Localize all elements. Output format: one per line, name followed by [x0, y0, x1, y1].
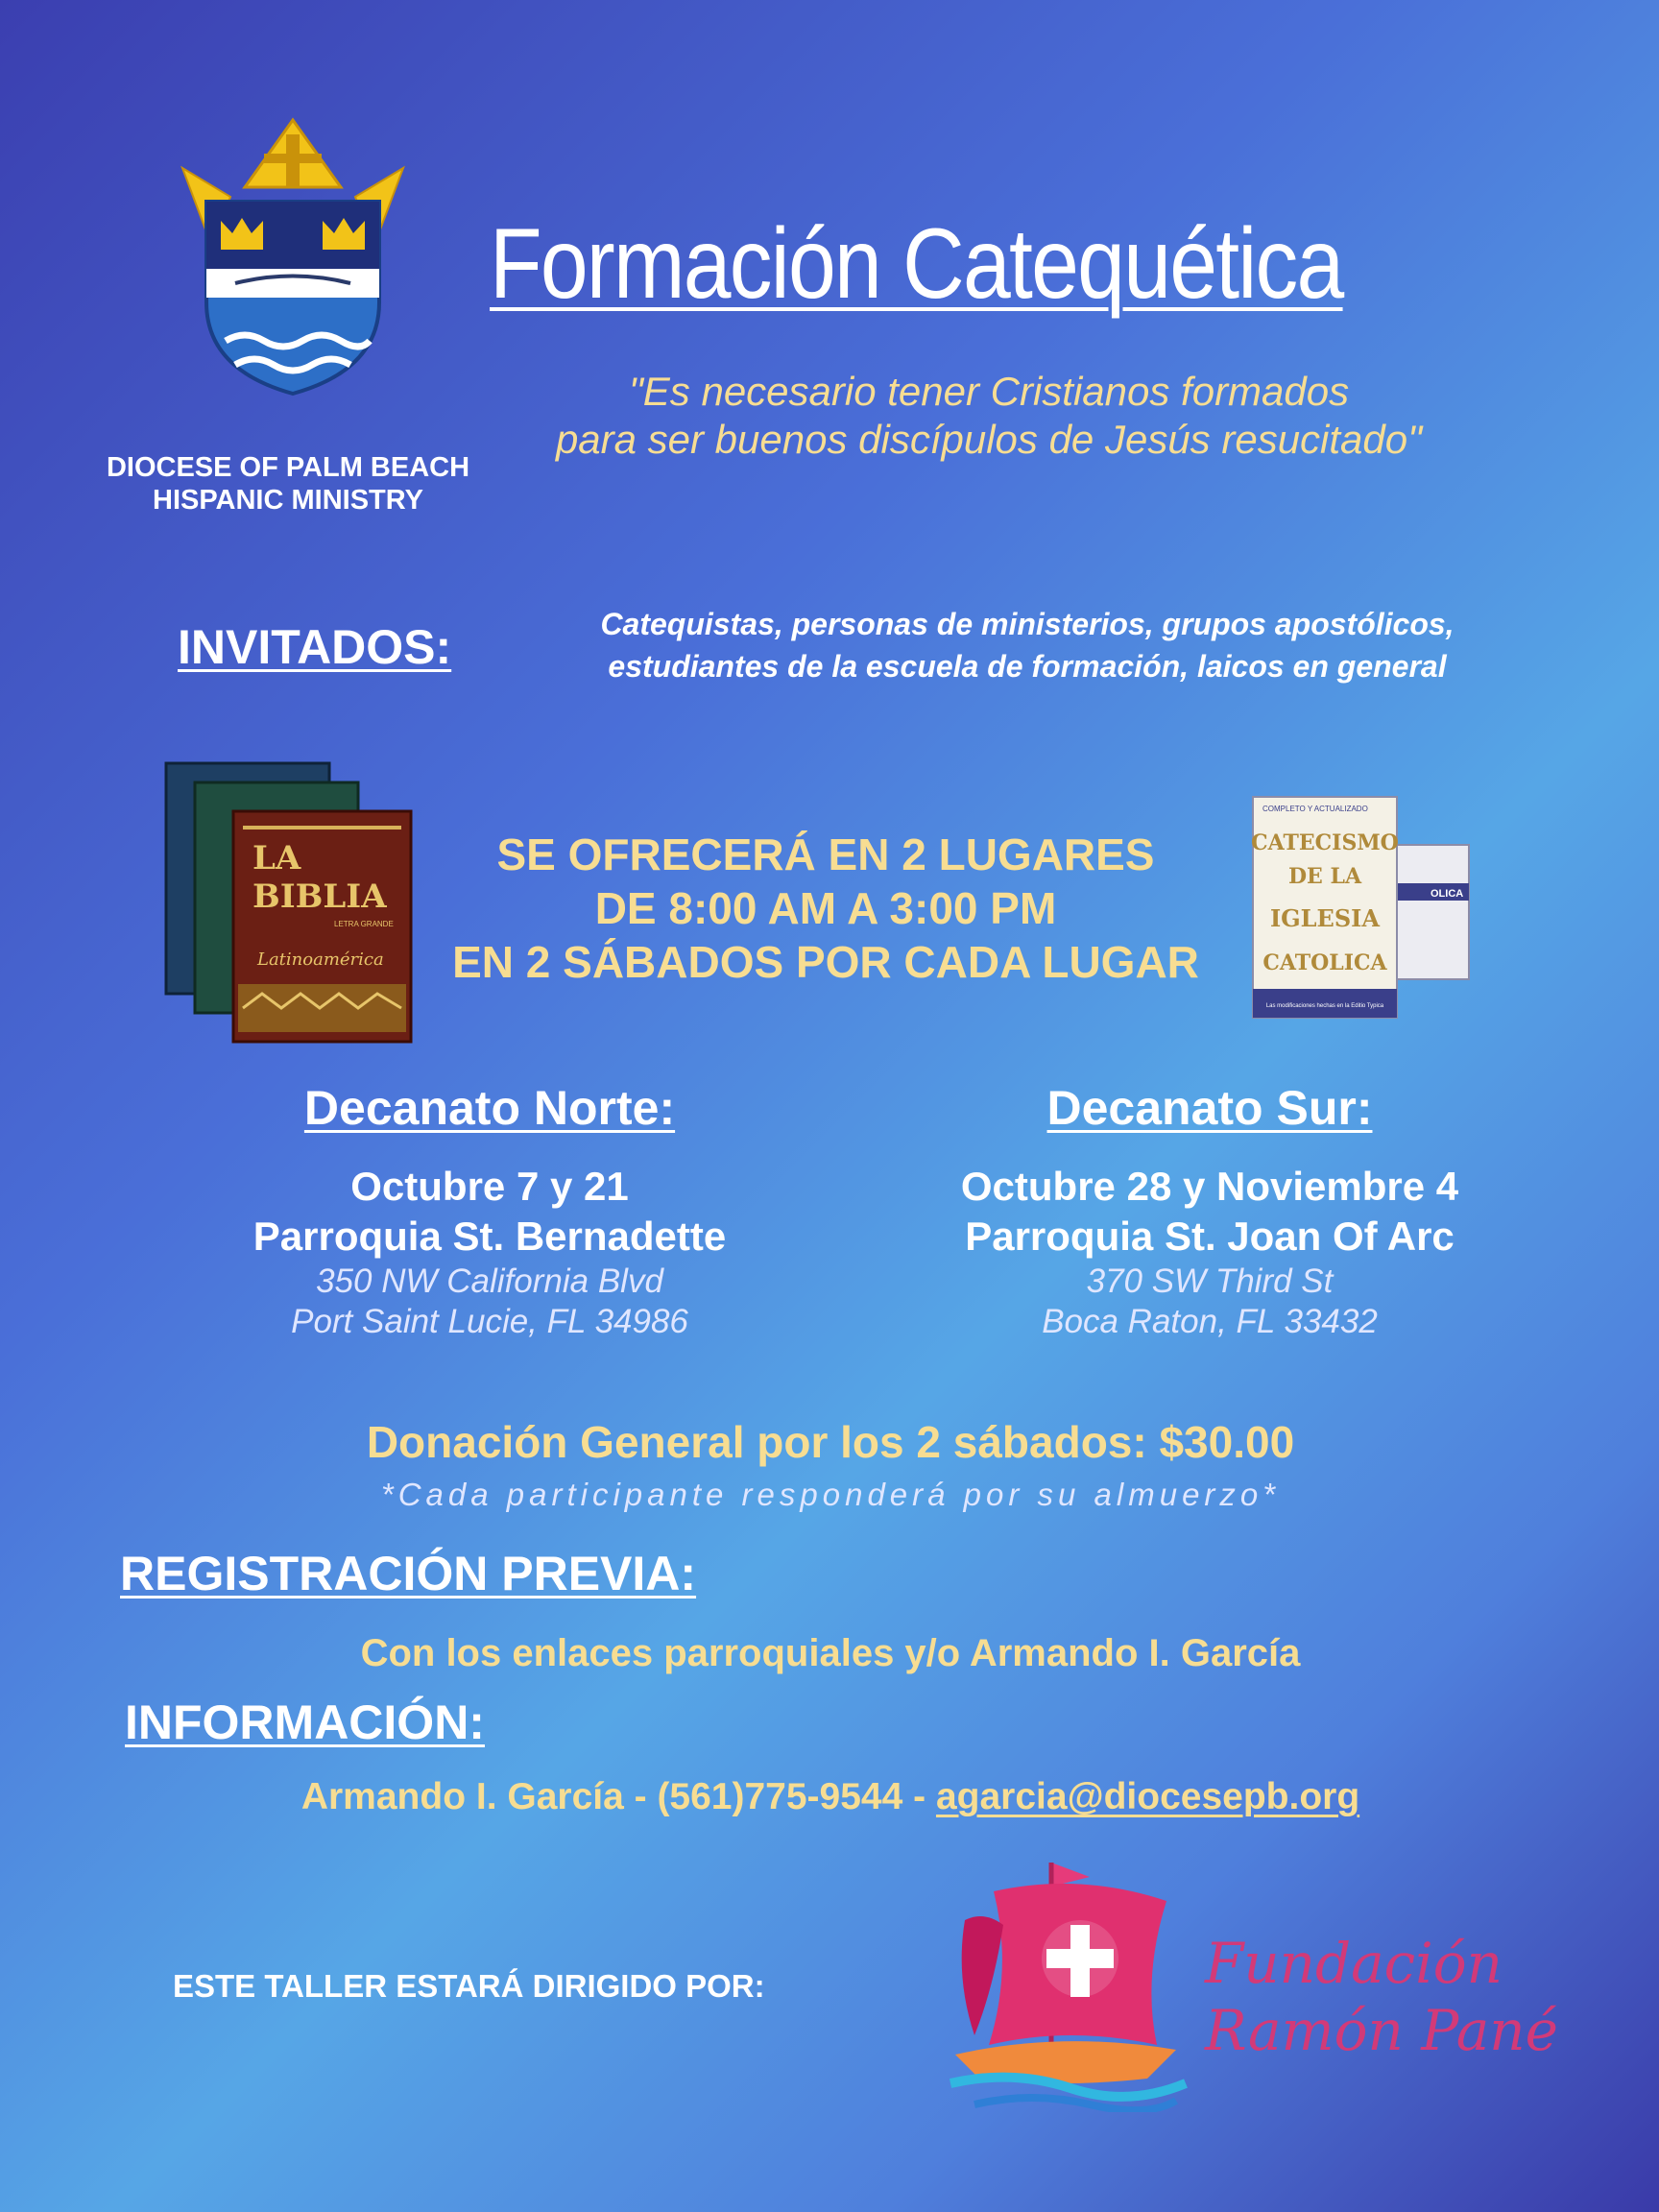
page-title: Formación Catequética: [490, 208, 1343, 320]
decanato-sur-details: [883, 1162, 1536, 1342]
org-label: [106, 451, 470, 517]
fundacion-line2: Ramón Pané: [1205, 1998, 1558, 2063]
registration-text: Con los enlaces parroquiales y/o Armando I. García: [360, 1632, 1301, 1674]
registration-label: REGISTRACIÓN PREVIA:: [120, 1547, 697, 1600]
bible-title2: BIBLIA: [252, 878, 387, 916]
info-label: INFORMACIÓN:: [125, 1695, 485, 1749]
email-link[interactable]: agarcia@diocesepb.org: [935, 1776, 1360, 1817]
sur-street: 370 SW Third St: [1086, 1262, 1334, 1300]
schedule-line1: SE OFRECERÁ EN 2 LUGARES: [496, 830, 1155, 879]
schedule-line3: EN 2 SÁBADOS POR CADA LUGAR: [452, 937, 1199, 987]
contact-line: [154, 1776, 1507, 1818]
catechism-top: COMPLETO Y ACTUALIZADO: [1262, 805, 1368, 813]
decanato-norte-details: [163, 1162, 816, 1342]
diocese-coat-of-arms-icon: [144, 110, 442, 398]
decanato-norte-title: Decanato Norte:: [303, 1081, 676, 1135]
org-label-line2: HISPANIC MINISTRY: [153, 485, 423, 516]
fundacion-name: [1205, 1930, 1627, 2064]
bible-books-image: [161, 758, 421, 1046]
norte-city: Port Saint Lucie, FL 34986: [291, 1303, 688, 1340]
ship-cross-logo-icon: [936, 1853, 1195, 2112]
sur-parish: Parroquia St. Joan Of Arc: [965, 1214, 1455, 1259]
sur-dates: Octubre 28 y Noviembre 4: [960, 1164, 1459, 1209]
schedule-line2: DE 8:00 AM A 3:00 PM: [594, 883, 1057, 933]
quote: [480, 368, 1498, 464]
sur-city: Boca Raton, FL 33432: [1042, 1303, 1378, 1340]
invitados-text: [499, 603, 1555, 687]
norte-dates: Octubre 7 y 21: [350, 1164, 629, 1209]
invitados-label: INVITADOS:: [178, 620, 452, 674]
catechism-line4: CATOLICA: [1262, 950, 1387, 975]
donation-text: Donación General por los 2 sábados: $30.00: [366, 1417, 1295, 1467]
catechism-bottom: Las modificaciones hechas en la Editio Typica: [1265, 1003, 1384, 1009]
invitados-line1: Catequistas, personas de ministerios, grupos apostólicos,: [600, 607, 1455, 641]
bible-title1: LA: [252, 839, 301, 878]
decanato-sur-title: Decanato Sur:: [1046, 1081, 1373, 1135]
bible-subtitle: Latinoamérica: [257, 950, 384, 970]
catechism-side: OLICA: [1431, 888, 1464, 900]
norte-street: 350 NW California Blvd: [316, 1262, 663, 1300]
catechism-line2: DE LA: [1287, 864, 1362, 889]
directed-by-label: ESTE TALLER ESTARÁ DIRIGIDO POR:: [173, 1968, 765, 2004]
lunch-note: *Cada participante responderá por su almuerzo*: [380, 1477, 1281, 1512]
quote-line1: "Es necesario tener Cristianos formados: [628, 369, 1350, 414]
bible-note: LETRA GRANDE: [334, 920, 394, 928]
invitados-line2: estudiantes de la escuela de formación, laicos en general: [608, 649, 1447, 684]
catechism-line1: CATECISMO: [1251, 830, 1399, 855]
quote-line2: para ser buenos discípulos de Jesús resucitado": [555, 417, 1423, 462]
fundacion-line1: Fundación: [1205, 1931, 1503, 1996]
org-label-line1: DIOCESE OF PALM BEACH: [106, 452, 470, 483]
catechism-book-image: [1238, 787, 1479, 1027]
contact-prefix: Armando I. García - (561)775-9544 -: [301, 1776, 936, 1817]
norte-parish: Parroquia St. Bernadette: [252, 1214, 727, 1259]
catechism-line3: IGLESIA: [1269, 904, 1381, 932]
schedule-block: [413, 828, 1238, 989]
